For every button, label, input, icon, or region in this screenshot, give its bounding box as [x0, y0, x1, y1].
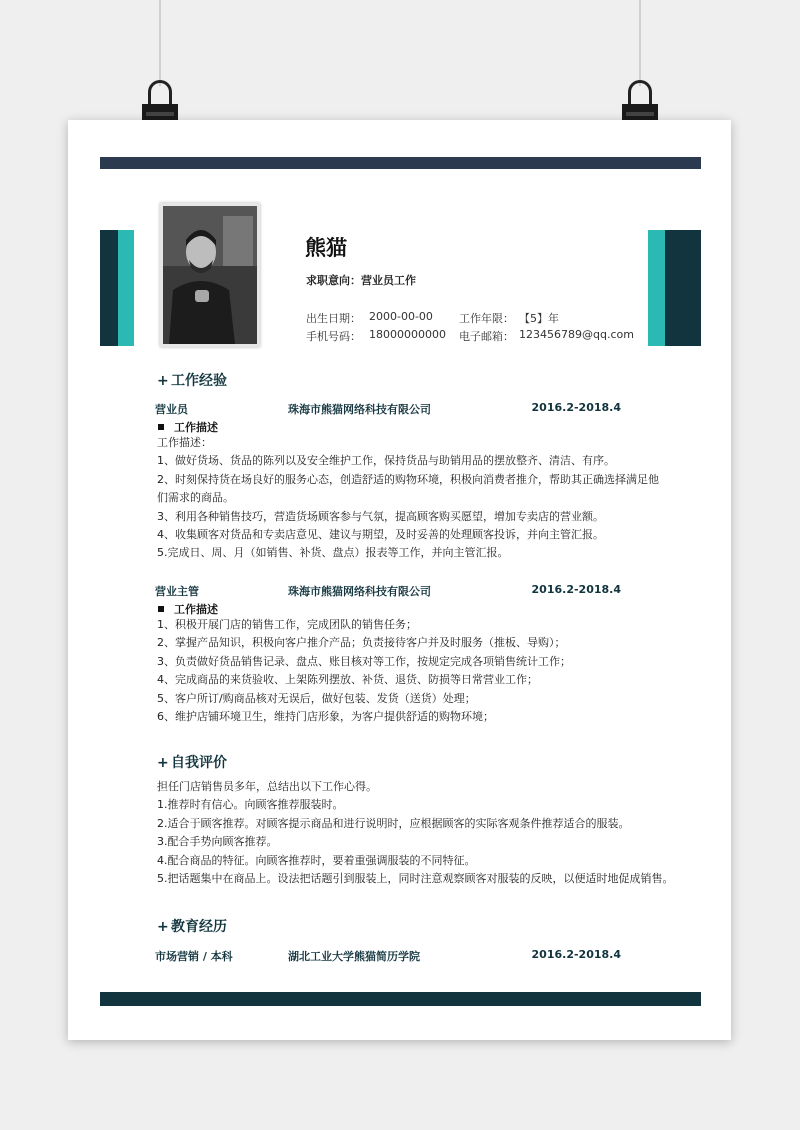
- job-description-1: [157, 434, 657, 563]
- list-item: 6、维护店铺环境卫生，维持门店形象，为客户提供舒适的购物环境；: [157, 710, 494, 724]
- self-section-title: + 自我评价: [157, 755, 227, 771]
- square-bullet-icon: [158, 424, 164, 430]
- list-item: 1、积极开展门店的销售工作，完成团队的销售任务；: [157, 618, 417, 631]
- job-header-1: [155, 401, 621, 417]
- list-item: 工作描述：: [157, 436, 212, 449]
- list-item: 2、掌握产品知识，积极向客户推介产品；负责接待客户并及时服务（推板、导购）；: [157, 636, 566, 650]
- list-item: 5.把话题集中在商品上。设法把话题引到服装上，同时注意观察顾客对服装的反映，以便适时地促成销售。: [157, 872, 674, 886]
- birth-value: 2000-00-00: [369, 310, 433, 323]
- education-major: 市场营销 / 本科: [155, 950, 233, 963]
- years-label: 工作年限：: [459, 312, 514, 325]
- right-accent-dark: [665, 230, 701, 346]
- list-item: 1、做好货场、货品的陈列以及安全维护工作，保持货品与助销用品的摆放整齐、清洁、有序。: [157, 454, 615, 468]
- job-company: 珠海市熊猫网络科技有限公司: [288, 403, 431, 416]
- phone-label: 手机号码：: [306, 330, 361, 343]
- hanging-wire-left: [159, 0, 161, 86]
- email-value: 123456789@qq.com: [519, 328, 634, 341]
- years-value: 【5】年: [519, 312, 559, 325]
- list-item: 2.适合于顾客推荐。对顾客提示商品和进行说明时，应根据顾客的实际客观条件推荐适合的服装。: [157, 816, 630, 830]
- education-section-title: + 教育经历: [157, 919, 227, 935]
- list-item: 3、利用各种销售技巧，营造货场顾客参与气氛，提高顾客购买愿望，增加专卖店的营业额。: [157, 509, 604, 523]
- list-item: 4.配合商品的特征。向顾客推荐时，要着重强调服装的不同特征。: [157, 853, 476, 867]
- list-item: 4、完成商品的来货验收、上架陈列摆放、补货、退货、防损等日常营业工作；: [157, 673, 538, 687]
- left-accent-dark: [100, 230, 118, 346]
- list-item: 们需求的商品。: [157, 491, 234, 505]
- profile-photo: [160, 203, 260, 347]
- resume-paper: [68, 120, 731, 1040]
- work-section-title: + 工作经验: [157, 373, 227, 389]
- list-item: 2、时刻保持货在场良好的服务心态，创造舒适的购物环境，积极向消费者推介，帮助其正确选择满足他: [157, 472, 659, 486]
- list-item: 5、客户所订/购商品核对无误后，做好包装、发货（送货）处理；: [157, 691, 476, 705]
- right-accent-teal: [648, 230, 665, 346]
- job-company: 珠海市熊猫网络科技有限公司: [288, 585, 431, 598]
- education-row: [155, 948, 621, 964]
- job-sub-title-1: 工作描述: [158, 419, 218, 435]
- job-description-2: [157, 616, 657, 726]
- list-item: 4、收集顾客对货品和专卖店意见、建议与期望，及时妥善的处理顾客投诉，并向主管汇报。: [157, 528, 604, 542]
- list-item: 5.完成日、周、月（如销售、补货、盘点）报表等工作，并向主管汇报。: [157, 546, 509, 560]
- bottom-bar: [100, 992, 701, 1006]
- top-bar: [100, 157, 701, 169]
- hanging-wire-right: [639, 0, 641, 86]
- education-school: 湖北工业大学熊猫简历学院: [288, 950, 420, 963]
- square-bullet-icon: [158, 606, 164, 612]
- job-period: 2016.2-2018.4: [531, 583, 621, 596]
- phone-value: 18000000000: [369, 328, 446, 341]
- job-position: 营业主管: [155, 585, 199, 598]
- list-item: 1.推荐时有信心。向顾客推荐服装时。: [157, 798, 344, 812]
- self-evaluation: [157, 778, 674, 888]
- candidate-name: 熊猫: [305, 236, 347, 260]
- list-item: 3.配合手势向顾客推荐。: [157, 835, 278, 849]
- job-sub-title-2: 工作描述: [158, 601, 218, 617]
- email-label: 电子邮箱：: [459, 330, 514, 343]
- job-intent: 求职意向：营业员工作: [306, 274, 416, 287]
- job-position: 营业员: [155, 403, 188, 416]
- list-item: 3、负责做好货品销售记录、盘点、账目核对等工作，按规定完成各项销售统计工作；: [157, 654, 571, 668]
- job-header-2: [155, 583, 621, 599]
- job-period: 2016.2-2018.4: [531, 401, 621, 414]
- list-item: 担任门店销售员多年，总结出以下工作心得。: [157, 780, 377, 793]
- left-accent-teal: [118, 230, 134, 346]
- education-period: 2016.2-2018.4: [531, 948, 621, 961]
- birth-label: 出生日期：: [306, 312, 361, 325]
